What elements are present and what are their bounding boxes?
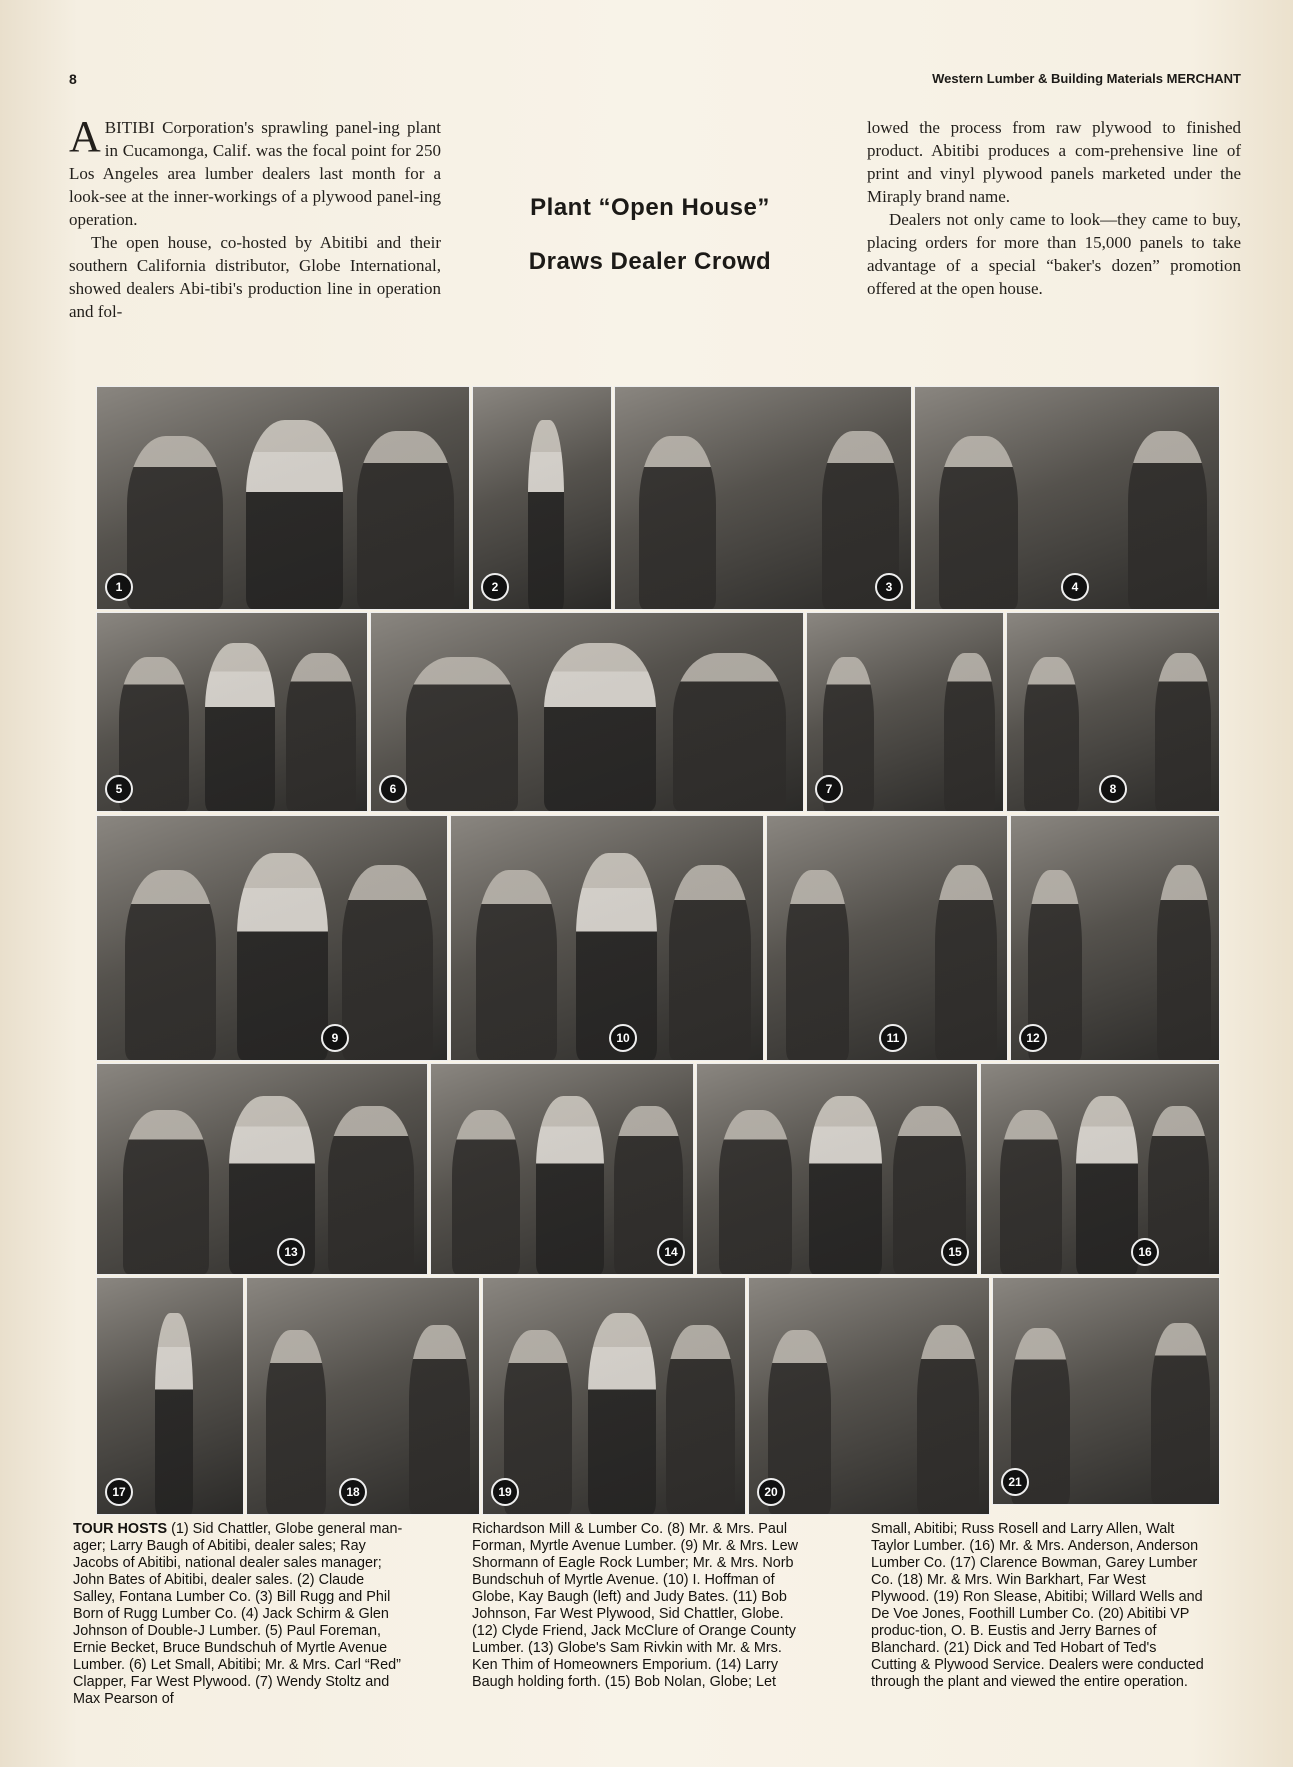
photo-4 bbox=[914, 386, 1220, 610]
photo-15 bbox=[696, 1063, 978, 1275]
photo-number: 9 bbox=[321, 1024, 349, 1052]
photo-18 bbox=[246, 1277, 480, 1515]
photo-2 bbox=[472, 386, 612, 610]
photo-13 bbox=[96, 1063, 428, 1275]
caption-text: (1) Sid Chattler, Globe general man-ager; Larry Baugh of Abitibi, dealer sales; Ray Jacobs of Abitibi, national dealer sales manager; John Bates of Abitibi, dealer sales. (2) Claude Salley, Fontana Lumber Co. (3) Bill Rugg and Phil Born of Rugg Lumber Co. (4) Jack Schirm & Glen Johnson of Double-J Lumber. (5) Paul Foreman, Ernie Becket, Bruce Bundschuh of Myrtle Avenue Lumber. (6) Let Small, Abitibi; Mr. & Mrs. Carl “Red” Clapper, Far West Plywood. (7) Wendy Stoltz and Max Pearson of bbox=[73, 1521, 403, 1707]
photo-17 bbox=[96, 1277, 244, 1515]
article-paragraph: Dealers not only came to look—they came to buy, placing orders for more than 15,000 panels to take advantage of a special “baker's dozen” promotion offered at the open house. bbox=[867, 210, 1241, 298]
photo-number: 20 bbox=[757, 1478, 785, 1506]
caption-lead: TOUR HOSTS bbox=[73, 1521, 168, 1537]
photo-3 bbox=[614, 386, 912, 610]
photo-1 bbox=[96, 386, 470, 610]
photo-6 bbox=[370, 612, 804, 812]
drop-cap: A bbox=[69, 112, 101, 161]
photo-10 bbox=[450, 815, 764, 1061]
photo-19 bbox=[482, 1277, 746, 1515]
photo-11 bbox=[766, 815, 1008, 1061]
caption-column-2: Richardson Mill & Lumber Co. (8) Mr. & Mrs. Paul Forman, Myrtle Avenue Lumber. (9) Mr. & Mrs. Lew Shormann of Eagle Rock Lumber; Mr. & Mrs. Norb Bundschuh of Myrtle Avenue. (10) I. Hoffman of Globe, Kay Baugh (left) and Judy Bates. (11) Bob Johnson, Far West Plywood, Sid Chattler, Globe. (12) Clyde Friend, Jack McClure of Orange County Lumber. (13) Globe's Sam Rivkin with Mr. & Mrs. Ken Thim of Homeowners Emporium. (14) Larry Baugh holding forth. (15) Bob Nolan, Globe; Let bbox=[472, 1521, 799, 1690]
article-paragraph bbox=[69, 112, 441, 231]
photo-12 bbox=[1010, 815, 1220, 1061]
photo-number: 6 bbox=[379, 775, 407, 803]
photo-9 bbox=[96, 815, 448, 1061]
photo-number: 10 bbox=[609, 1024, 637, 1052]
caption-column-1 bbox=[73, 1521, 407, 1708]
publication-title: Western Lumber & Building Materials MERCHANT bbox=[932, 71, 1241, 86]
article-paragraph: The open house, co-hosted by Abitibi and their southern California distributor, Globe International, showed dealers Abi-tibi's production line in operation and fol- bbox=[69, 233, 441, 321]
photo-number: 21 bbox=[1001, 1468, 1029, 1496]
paragraph-text: BITIBI Corporation's sprawling panel-ing plant in Cucamonga, Calif. was the focal point for 250 Los Angeles area lumber dealers last month for a look-see at the inner-workings of a plywood panel-ing operation. bbox=[69, 118, 441, 229]
photo-number: 19 bbox=[491, 1478, 519, 1506]
headline-line-1: Plant “Open House” bbox=[530, 194, 770, 221]
photo-number: 11 bbox=[879, 1024, 907, 1052]
photo-number: 2 bbox=[481, 573, 509, 601]
photo-16 bbox=[980, 1063, 1220, 1275]
photo-number: 16 bbox=[1131, 1238, 1159, 1266]
photo-7 bbox=[806, 612, 1004, 812]
photo-number: 17 bbox=[105, 1478, 133, 1506]
photo-number: 15 bbox=[941, 1238, 969, 1266]
photo-21 bbox=[992, 1277, 1220, 1505]
article-column-right bbox=[867, 116, 1241, 300]
photo-number: 13 bbox=[277, 1238, 305, 1266]
photo-8 bbox=[1006, 612, 1220, 812]
page-number: 8 bbox=[69, 71, 77, 87]
photo-number: 5 bbox=[105, 775, 133, 803]
photo-number: 1 bbox=[105, 573, 133, 601]
photo-number: 14 bbox=[657, 1238, 685, 1266]
photo-number: 8 bbox=[1099, 775, 1127, 803]
photo-5 bbox=[96, 612, 368, 812]
photo-number: 7 bbox=[815, 775, 843, 803]
photo-number: 12 bbox=[1019, 1024, 1047, 1052]
photo-20 bbox=[748, 1277, 990, 1515]
headline-line-2: Draws Dealer Crowd bbox=[528, 248, 772, 275]
article-column-left bbox=[69, 112, 441, 323]
photo-number: 4 bbox=[1061, 573, 1089, 601]
article-paragraph: lowed the process from raw plywood to finished product. Abitibi produces a com-prehensive line of print and vinyl plywood panels marketed under the Miraply brand name. bbox=[867, 118, 1241, 206]
photo-14 bbox=[430, 1063, 694, 1275]
caption-column-3: Small, Abitibi; Russ Rosell and Larry Allen, Walt Taylor Lumber. (16) Mr. & Mrs. Anderson, Anderson Lumber Co. (17) Clarence Bowman, Garey Lumber Co. (18) Mr. & Mrs. Win Barkhart, Far West Plywood. (19) Ron Slease, Abitibi; Willard Wells and De Voe Jones, Foothill Lumber Co. (20) Abitibi VP produc-tion, O. B. Eustis and Jerry Barnes of Blanchard. (21) Dick and Ted Hobart of Ted's Cutting & Plywood Service. Dealers were conducted through the plant and viewed the entire operation. bbox=[871, 1521, 1204, 1690]
photo-number: 18 bbox=[339, 1478, 367, 1506]
photo-number: 3 bbox=[875, 573, 903, 601]
